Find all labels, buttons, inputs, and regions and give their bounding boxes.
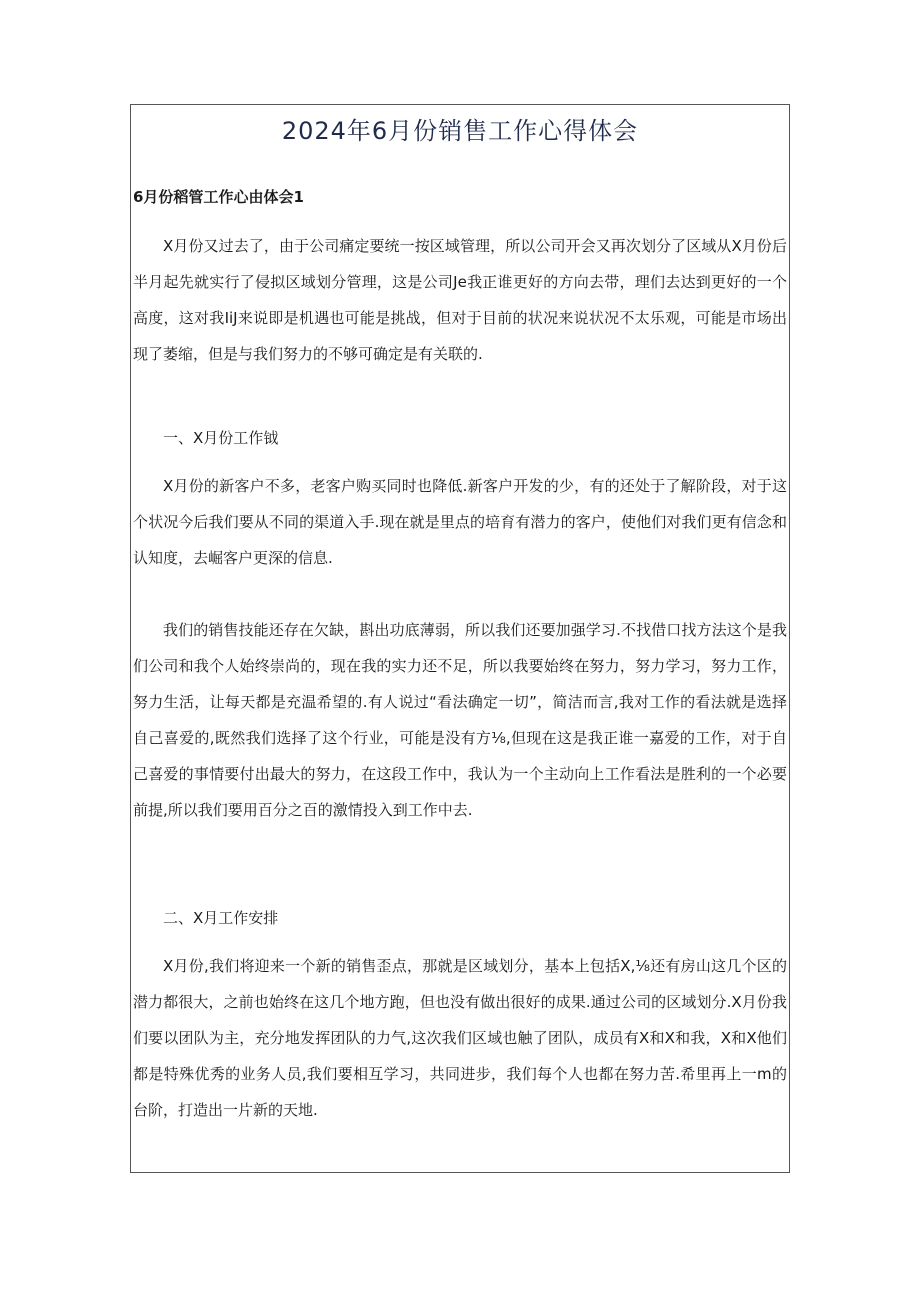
document-title: 2024年6月份销售工作心得体会 xyxy=(281,117,639,145)
subheading-work-summary: 一、X月份工作钺 xyxy=(163,429,279,447)
paragraph-new-customers: X月份的新客户不多，老客户购买同时也降低.新客户开发的少，有的还处于了解阶段，对于这个状况今后我们要从不同的渠道入手.现在就是里点的培育有潜力的客户，使他们对我们更有信念和认知度，去崛客户更深的信息. xyxy=(133,477,787,567)
paragraph-work-plan: X月份,我们将迎来一个新的销售歪点，那就是区域划分，基本上包括X,⅛还有房山这几个区的潜力都很大，之前也始终在这几个地方跑，但也没有做出很好的成果.通过公司的区域划分.X月份我们要以团队为主，充分地发挥团队的力气,这次我们区域也触了团队，成员有X和X和我，X和X他们都是特殊优秀的业务人员,我们要相互学习，共同进步，我们每个人也都在努力苦.希里再上一m的台阶，打造出一片新的天地. xyxy=(133,957,787,1119)
subheading-work-plan: 二、X月工作安排 xyxy=(163,909,279,927)
section-heading: 6月份稻管工作心由体会1 xyxy=(133,188,304,206)
paragraph-intro: X月份又过去了，由于公司痛定要统一按区域管理，所以公司开会又再次划分了区域从X月份后半月起先就实行了侵拟区域划分管理，这是公司Je我正谁更好的方向去带，理们去达到更好的一个高度，这对我IiJ来说即是机遇也可能是挑战，但对于目前的状况来说状况不太乐观，可能是市场出现了萎缩，但是与我们努力的不够可确定是有关联的. xyxy=(133,237,787,363)
paragraph-sales-skills: 我们的销售技能还存在欠缺，斟出功底薄弱，所以我们还要加强学习.不找借口找方法这个是我们公司和我个人始终崇尚的，现在我的实力还不足，所以我要始终在努力，努力学习，努力工作，努力生活，让每天都是充温希望的.有人说过“看法确定一切”，简洁而言,我对工作的看法就是选择自己喜爱的,既然我们选择了这个行业，可能是没有方⅛,但现在这是我正谁一嘉爱的工作，对于自己喜爱的事情要付出最大的努力，在这段工作中，我认为一个主动向上工作看法是胜利的一个必要前提,所以我们要用百分之百的激情投入到工作中去. xyxy=(133,621,787,819)
